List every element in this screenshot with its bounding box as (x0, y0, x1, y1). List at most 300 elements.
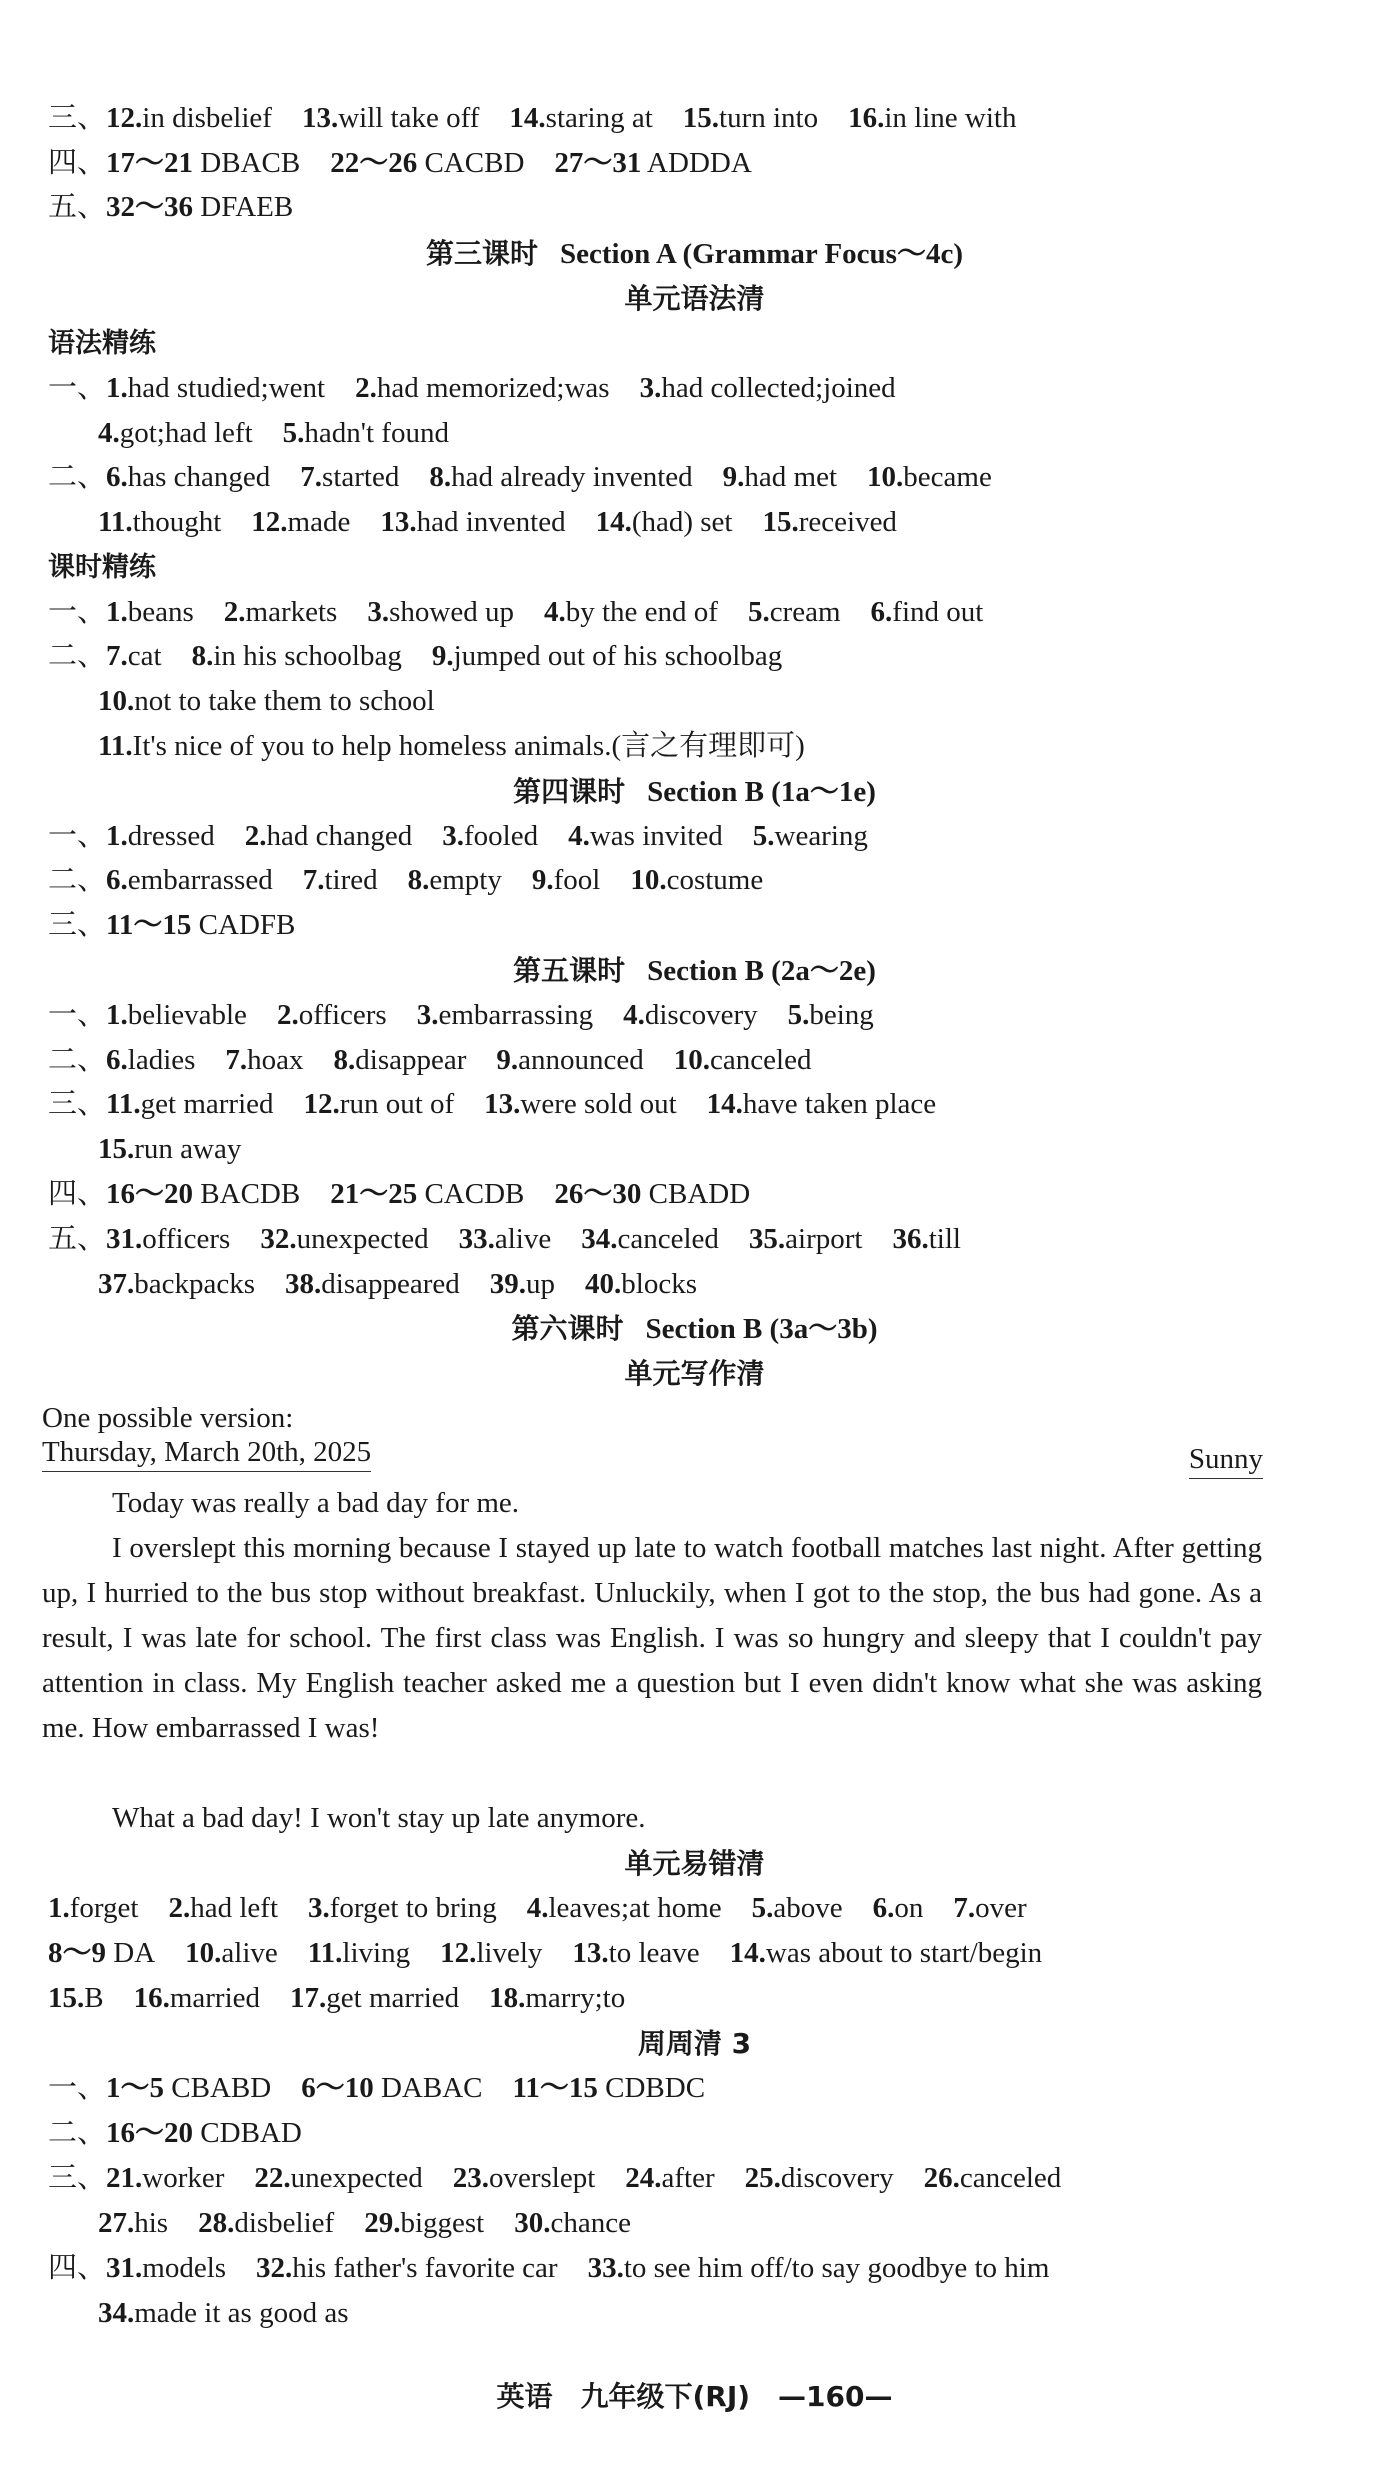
answer-line (98, 1262, 727, 1307)
item-number: 8. (429, 461, 452, 493)
item-answer: biggest (400, 2207, 485, 2239)
item-number: 7. (953, 1892, 976, 1924)
item-number: 8. (333, 1044, 356, 1076)
item-number: 22～26 (330, 147, 418, 179)
item-number: 1. (48, 1892, 70, 1924)
item-answer: have taken place (742, 1088, 937, 1120)
item-number: 17. (290, 1982, 327, 2014)
item-answer: forget to bring (329, 1892, 497, 1924)
answer-item (225, 1044, 303, 1076)
item-answer: unexpected (290, 2162, 423, 2194)
answer-item (277, 999, 387, 1031)
item-number: 33. (458, 1223, 495, 1255)
item-answer: discovery (780, 2162, 894, 2194)
item-prefix: 二、 (48, 864, 107, 896)
answer-line (48, 590, 1013, 635)
item-answer: get married (140, 1088, 274, 1120)
answer-item (224, 596, 338, 628)
answer-item (496, 1044, 643, 1076)
item-answer: became (903, 461, 992, 493)
item-answer: had memorized;was (376, 372, 610, 404)
item-number: 5. (787, 999, 810, 1031)
item-answer: his father's favorite car (292, 2252, 558, 2284)
answer-line (48, 634, 812, 679)
item-answer: has changed (127, 461, 271, 493)
item-answer: airport (785, 1223, 863, 1255)
answer-line (48, 1172, 780, 1217)
item-answer: officers (298, 999, 387, 1031)
item-prefix: 三、 (48, 909, 107, 941)
item-number: 12. (251, 506, 288, 538)
item-number: 8～9 (48, 1937, 107, 1969)
answer-item (283, 417, 449, 449)
item-answer: above (773, 1892, 843, 1924)
lesson-heading (0, 769, 1389, 815)
writing-weather: Sunny (1189, 1440, 1263, 1479)
item-number: 34. (98, 2297, 135, 2329)
item-number: 13. (484, 1088, 521, 1120)
answer-item (514, 2207, 631, 2239)
item-number: 35. (748, 1223, 786, 1255)
item-answer: had collected;joined (661, 372, 896, 404)
answer-item (254, 2162, 422, 2194)
item-answer: was about to start/begin (765, 1937, 1043, 1969)
item-number: 33. (587, 2252, 624, 2284)
answer-item (106, 640, 162, 672)
item-number: 14. (729, 1937, 766, 1969)
answer-item (730, 1937, 1043, 1969)
answer-item (106, 191, 293, 223)
writing-paragraph: Today was really a bad day for me. (112, 1487, 520, 1519)
item-answer: CDBAD (193, 2117, 302, 2149)
item-number: 13. (301, 102, 339, 134)
item-answer: (had) set (631, 506, 733, 538)
item-answer: CBADD (641, 1178, 751, 1210)
item-answer: living (342, 1937, 411, 1969)
item-number: 18. (489, 1982, 526, 2014)
item-answer: announced (518, 1044, 644, 1076)
answer-item (459, 1223, 552, 1255)
item-number: 16～20 (106, 1178, 194, 1210)
answer-item (871, 596, 984, 628)
item-number: 2. (223, 596, 246, 628)
answer-item (953, 1892, 1026, 1924)
item-answer: married (169, 1982, 261, 2014)
item-number: 11. (106, 1088, 141, 1120)
item-answer: beans (127, 596, 194, 628)
answer-item (106, 2072, 271, 2104)
item-number: 27～31 (554, 147, 642, 179)
section-heading: 单元语法清 (624, 282, 765, 315)
answer-item (106, 820, 215, 852)
answer-item (355, 372, 609, 404)
item-answer: It's nice of you to help homeless animals.(言之有理即可) (132, 730, 805, 762)
answer-item (527, 1892, 722, 1924)
answer-item (753, 820, 868, 852)
answer-line (48, 2246, 1079, 2291)
item-number: 30. (514, 2207, 551, 2239)
item-number: 3. (367, 596, 390, 628)
answer-item (532, 864, 600, 896)
answer-item (581, 1223, 719, 1255)
item-answer: DABAC (373, 2072, 483, 2104)
item-answer: canceled (617, 1223, 719, 1255)
item-number: 1～5 (106, 2072, 165, 2104)
item-prefix: 二、 (48, 640, 107, 672)
item-number: 10. (185, 1937, 222, 1969)
item-prefix: 一、 (48, 820, 107, 852)
item-answer: ADDDA (641, 147, 752, 179)
item-number: 2. (276, 999, 299, 1031)
item-prefix: 二、 (48, 461, 107, 493)
item-answer: markets (245, 596, 338, 628)
answer-item (873, 1892, 924, 1924)
answer-item (330, 1178, 524, 1210)
item-number: 9. (496, 1044, 519, 1076)
item-number: 32～36 (106, 191, 194, 223)
answer-line (48, 1886, 1057, 1931)
answer-line (98, 2291, 378, 2336)
item-number: 14. (509, 102, 546, 134)
item-number: 2. (355, 372, 377, 404)
item-prefix: 五、 (48, 191, 107, 223)
item-answer: BACDB (193, 1178, 301, 1210)
item-answer: B (84, 1982, 104, 2014)
item-answer: hoax (247, 1044, 304, 1076)
answer-item (748, 596, 841, 628)
item-number: 34. (581, 1223, 618, 1255)
heading-title: 第三课时 (426, 237, 539, 270)
item-number: 11. (98, 506, 133, 538)
answer-line (48, 1931, 1072, 1976)
item-number: 31. (106, 1223, 143, 1255)
answer-item (106, 461, 270, 493)
answer-line (98, 679, 465, 724)
answer-item (308, 1937, 410, 1969)
item-answer: CACBD (417, 147, 525, 179)
heading-sub: Section B (1a～1e) (647, 776, 876, 808)
item-answer: disbelief (234, 2207, 335, 2239)
answer-item (924, 2162, 1062, 2194)
item-answer: CACDB (417, 1178, 525, 1210)
answer-item (544, 596, 718, 628)
item-prefix: 四、 (48, 2252, 107, 2284)
item-number: 3. (308, 1892, 330, 1924)
item-number: 16. (133, 1982, 170, 2014)
answer-item (256, 2252, 558, 2284)
item-answer: received (798, 506, 897, 538)
item-answer: discovery (644, 999, 758, 1031)
item-answer: will take off (338, 102, 480, 134)
writing-paragraph: What a bad day! I won't stay up late anymore. (112, 1802, 646, 1834)
answer-item (723, 461, 837, 493)
answer-item (251, 506, 350, 538)
answer-item (98, 685, 435, 717)
item-number: 7. (302, 864, 325, 896)
item-number: 29. (364, 2207, 401, 2239)
item-answer: after (661, 2162, 715, 2194)
item-number: 37. (98, 1268, 135, 1300)
item-answer: by the end of (565, 596, 718, 628)
item-answer: not to take them to school (134, 685, 435, 717)
item-answer: jumped out of his schoolbag (453, 640, 783, 672)
item-number: 4. (98, 417, 120, 449)
answer-item (625, 2162, 714, 2194)
item-number: 26～30 (554, 1178, 642, 1210)
item-answer: canceled (710, 1044, 812, 1076)
item-answer: backpacks (134, 1268, 256, 1300)
item-number: 12. (106, 102, 143, 134)
answer-item (554, 147, 751, 179)
answer-item (98, 2207, 168, 2239)
item-answer: had changed (266, 820, 413, 852)
answer-line (48, 1082, 966, 1127)
answer-item (867, 461, 992, 493)
item-number: 10. (867, 461, 904, 493)
item-number: 2. (168, 1892, 191, 1924)
item-answer: staring at (545, 102, 653, 134)
item-answer: tired (324, 864, 378, 896)
item-number: 4. (543, 596, 566, 628)
answer-line (48, 1217, 991, 1262)
answer-line (48, 366, 926, 411)
item-number: 8. (191, 640, 214, 672)
item-prefix: 一、 (48, 999, 107, 1031)
answer-item (554, 1178, 750, 1210)
item-number: 28. (198, 2207, 235, 2239)
item-prefix: 一、 (48, 372, 107, 404)
section-heading: 单元易错清 (624, 1847, 765, 1880)
answer-item (260, 1223, 428, 1255)
item-answer: forget (69, 1892, 139, 1924)
item-answer: disappeared (321, 1268, 460, 1300)
writing-date: Thursday, March 20th, 2025 (42, 1433, 371, 1472)
item-number: 10. (630, 864, 667, 896)
answer-line (98, 500, 927, 545)
item-number: 4. (623, 999, 645, 1031)
item-number: 6～10 (301, 2072, 374, 2104)
item-answer: started (322, 461, 400, 493)
item-answer: was invited (589, 820, 723, 852)
item-number: 6. (106, 864, 128, 896)
item-number: 5. (752, 820, 775, 852)
item-number: 3. (639, 372, 662, 404)
item-number: 24. (625, 2162, 662, 2194)
item-number: 39. (489, 1268, 527, 1300)
item-answer: to leave (608, 1937, 700, 1969)
answer-item (623, 999, 758, 1031)
item-number: 14. (595, 506, 632, 538)
heading-sub: Section B (3a～3b) (645, 1313, 878, 1345)
answer-item (106, 1178, 300, 1210)
item-number: 12. (440, 1937, 477, 1969)
answer-item (106, 2117, 302, 2149)
item-number: 13. (572, 1937, 609, 1969)
item-number: 4. (526, 1892, 549, 1924)
answer-line (48, 2156, 1091, 2201)
answer-line (48, 1038, 841, 1083)
item-prefix: 一、 (48, 596, 107, 628)
item-number: 7. (225, 1044, 248, 1076)
answer-item (308, 1892, 497, 1924)
answer-item (762, 506, 896, 538)
item-answer: hadn't found (304, 417, 449, 449)
answer-item (417, 999, 593, 1031)
answer-item (572, 1937, 699, 1969)
item-answer: turn into (719, 102, 819, 134)
item-answer: showed up (389, 596, 514, 628)
answer-item (788, 999, 874, 1031)
answer-line (48, 2066, 735, 2111)
item-prefix: 三、 (48, 102, 107, 134)
item-number: 16～20 (106, 2117, 194, 2149)
item-answer: empty (429, 864, 502, 896)
writing-paragraph: I overslept this morning because I stayed up late to watch football matches last night. After getting up, I hurried to the bus stop without breakfast. Unluckily, when I got to the stop, the bus had gone. As a result, I was late for school. The first class was English. I was so hungry and sleepy that I couldn't pay attention in class. My English teacher asked me a question but I even didn't know what she was asking me. How embarrassed I was! (42, 1532, 1262, 1744)
item-answer: in his schoolbag (213, 640, 402, 672)
item-answer: got;had left (119, 417, 253, 449)
item-number: 9. (722, 461, 745, 493)
item-answer: find out (892, 596, 984, 628)
item-answer: blocks (621, 1268, 697, 1300)
item-answer: DFAEB (193, 191, 294, 223)
item-number: 3. (442, 820, 464, 852)
item-answer: alive (494, 1223, 552, 1255)
answer-item (106, 909, 295, 941)
item-answer: run out of (339, 1088, 455, 1120)
item-number: 6. (872, 1892, 895, 1924)
answer-item (674, 1044, 812, 1076)
item-number: 31. (106, 2252, 143, 2284)
item-number: 12. (303, 1088, 340, 1120)
answer-item (364, 2207, 484, 2239)
item-number: 5. (747, 596, 770, 628)
answer-item (106, 1088, 274, 1120)
answer-line (48, 141, 782, 186)
answer-line (98, 411, 479, 456)
item-answer: thought (132, 506, 222, 538)
item-answer: chance (550, 2207, 631, 2239)
answer-item (453, 2162, 596, 2194)
item-answer: fooled (464, 820, 539, 852)
item-answer: lively (476, 1937, 543, 1969)
item-number: 5. (751, 1892, 774, 1924)
answer-item (48, 1982, 104, 2014)
section-heading: 单元写作清 (624, 1357, 765, 1390)
answer-item (106, 864, 273, 896)
answer-line (98, 1127, 271, 1172)
item-answer: had left (190, 1892, 278, 1924)
answer-item (106, 2252, 226, 2284)
item-prefix: 四、 (48, 147, 107, 179)
answer-item (630, 864, 763, 896)
answer-item (302, 102, 479, 134)
answer-item (106, 2162, 224, 2194)
item-number: 23. (452, 2162, 489, 2194)
item-number: 9. (531, 864, 554, 896)
answer-item (568, 820, 723, 852)
answer-line (48, 2111, 332, 2156)
item-answer: leaves;at home (548, 1892, 722, 1924)
item-answer: had studied;went (127, 372, 326, 404)
item-number: 14. (706, 1088, 743, 1120)
answer-item (106, 1223, 230, 1255)
item-answer: cat (127, 640, 162, 672)
item-number: 2. (244, 820, 267, 852)
item-answer: to see him off/to say goodbye to him (623, 2252, 1050, 2284)
item-number: 32. (260, 1223, 297, 1255)
item-number: 32. (256, 2252, 293, 2284)
answer-item (98, 1268, 255, 1300)
item-answer: CBABD (164, 2072, 272, 2104)
item-number: 3. (416, 999, 439, 1031)
item-answer: in line with (884, 102, 1017, 134)
answer-item (512, 2072, 705, 2104)
answer-item (749, 1223, 863, 1255)
answer-item (290, 1982, 459, 2014)
answer-item (367, 596, 514, 628)
item-number: 16. (848, 102, 885, 134)
item-answer: dressed (127, 820, 215, 852)
answer-item (330, 147, 524, 179)
item-answer: had already invented (451, 461, 693, 493)
answer-item (707, 1088, 936, 1120)
answer-item (509, 102, 652, 134)
item-number: 1. (106, 596, 128, 628)
item-answer: DA (106, 1937, 156, 1969)
answer-item (98, 417, 253, 449)
item-answer: his (134, 2207, 169, 2239)
item-number: 6. (106, 1044, 128, 1076)
item-number: 11～15 (106, 909, 192, 941)
answer-line (98, 724, 835, 769)
item-prefix: 三、 (48, 2162, 107, 2194)
item-prefix: 一、 (48, 2072, 107, 2104)
item-number: 10. (98, 685, 135, 717)
answer-line (48, 814, 898, 859)
item-number: 22. (254, 2162, 291, 2194)
answer-item (596, 506, 733, 538)
answer-item (106, 372, 325, 404)
item-answer: up (526, 1268, 556, 1300)
writing-intro: One possible version: (42, 1402, 294, 1434)
item-answer: made it as good as (134, 2297, 349, 2329)
item-answer: made (287, 506, 351, 538)
answer-item (848, 102, 1016, 134)
answer-item (334, 1044, 467, 1076)
item-answer: unexpected (296, 1223, 429, 1255)
item-number: 6. (106, 461, 128, 493)
item-number: 38. (285, 1268, 322, 1300)
item-answer: CDBDC (597, 2072, 706, 2104)
item-answer: fool (553, 864, 601, 896)
answer-item (408, 864, 502, 896)
answer-line (48, 455, 1022, 500)
heading-title: 第五课时 (513, 954, 626, 987)
answer-item (303, 864, 378, 896)
item-number: 36. (892, 1223, 929, 1255)
item-number: 1. (106, 999, 128, 1031)
answer-item (640, 372, 896, 404)
item-prefix: 二、 (48, 1044, 107, 1076)
answer-line (48, 903, 325, 948)
answer-item (106, 147, 300, 179)
answer-item (192, 640, 402, 672)
heading-sub: Section B (2a～2e) (647, 955, 876, 987)
lesson-heading (0, 1306, 1389, 1352)
item-answer: overslept (488, 2162, 596, 2194)
answer-line (48, 185, 323, 230)
answer-item (752, 1892, 843, 1924)
